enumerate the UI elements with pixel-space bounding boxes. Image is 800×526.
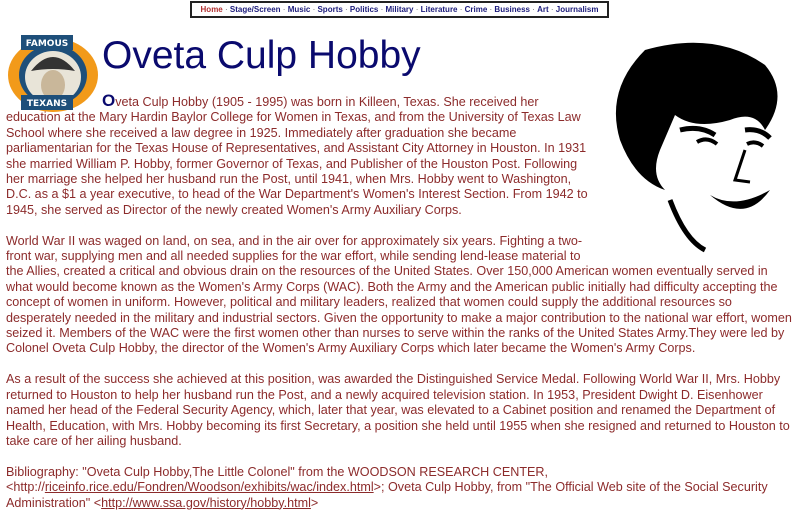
paragraph-1: Oveta Culp Hobby (1905 - 1995) was born in Killeen, Texas. She received her education at the Mary Hardin Baylor College for Women in Texas, and from the University of Texas Law School where she received a law degree in 1925. Immediately after graduation she became parliamentarian for the Texas House of Representatives, and Assistant City Attorney in Houston. In 1931 she married William P. Hobby, former Governor of Texas, and Publisher of the Houston Post. Following her marriage she helped her husband run the Post, until 1941, when Mrs. Hobby went to Washington, D.C. as a $1 a year executive, to head of the War Department's Women's Interest Section. From 1942 to 1945, she served as Director of the newly created Women's Army Auxiliary Corps. <box>6 91 588 217</box>
nav-politics[interactable]: Politics <box>349 5 379 14</box>
nav-literature[interactable]: Literature <box>420 5 458 14</box>
category-nav: Home · Stage/Screen · Music · Sports · Politics · Military · Literature · Crime · Business · Art · Journalism <box>190 1 609 18</box>
nav-music[interactable]: Music <box>287 5 311 14</box>
svg-text:FAMOUS: FAMOUS <box>25 39 69 49</box>
page-title: Oveta Culp Hobby <box>102 34 421 77</box>
nav-journalism[interactable]: Journalism <box>555 5 599 14</box>
paragraph-2: World War II was waged on land, on sea, and in the air over for approximately six years. Fighting a two-front war, supplying men and all needed supplies for the war effort, while sending lend-lease material to the Allies, created a critical and obvious drain on the resources of the United States. Over 150,000 American women eventually served in what would become known as the Women's Army Corps (WAC). Both the Army and the American public initially had difficulty accepting the concept of women in uniform. However, political and military leaders, realized that women could supply the additional resources so desperately needed in the military and industrial sectors. Given the opportunity to make a major contribution to the national war effort, women seized it. Members of the WAC were the first women other than nurses to serve within the ranks of the United States Army.They were led by Colonel Oveta Culp Hobby, the director of the Women's Army Auxiliary Corps which later became the Women's Army Corps. <box>6 233 792 356</box>
nav-sports[interactable]: Sports <box>317 5 343 14</box>
nav-art[interactable]: Art <box>537 5 549 14</box>
bibliography: Bibliography: "Oveta Culp Hobby,The Little Colonel" from the WOODSON RESEARCH CENTER, <http://riceinfo.rice.edu/Fondren/Woodson/exhibits/wac/index.html>; Oveta Culp Hobby, from "The Official Web site of the Social Security Administration" <http://www.ssa.gov/history/hobby.html> <box>6 464 768 510</box>
ssa-link[interactable]: http://www.ssa.gov/history/hobby.html <box>101 495 311 510</box>
nav-military[interactable]: Military <box>385 5 414 14</box>
drop-cap: O <box>102 91 116 110</box>
article-body <box>6 93 796 526</box>
svg-text:TEXANS: TEXANS <box>26 99 68 109</box>
nav-business[interactable]: Business <box>494 5 530 14</box>
nav-stage-screen[interactable]: Stage/Screen <box>229 5 281 14</box>
paragraph-3: As a result of the success she achieved at this position, was awarded the Distinguished Service Medal. Following World War II, Mrs. Hobby returned to Houston to help her husband run the Post, and a newly acquired television station. In 1953, President Dwight D. Eisenhower named her head of the Federal Security Agency, which, later that year, was elevated to a Cabinet position and renamed the Department of Health, Education, with Mrs. Hobby becoming its first Secretary, a position she held until 1955 when she resigned and returned to Houston to take care of her ailing husband. <box>6 372 790 448</box>
woodson-link[interactable]: riceinfo.rice.edu/Fondren/Woodson/exhibits/wac/index.html <box>44 480 374 495</box>
nav-home[interactable]: Home <box>200 5 223 14</box>
nav-crime[interactable]: Crime <box>464 5 488 14</box>
